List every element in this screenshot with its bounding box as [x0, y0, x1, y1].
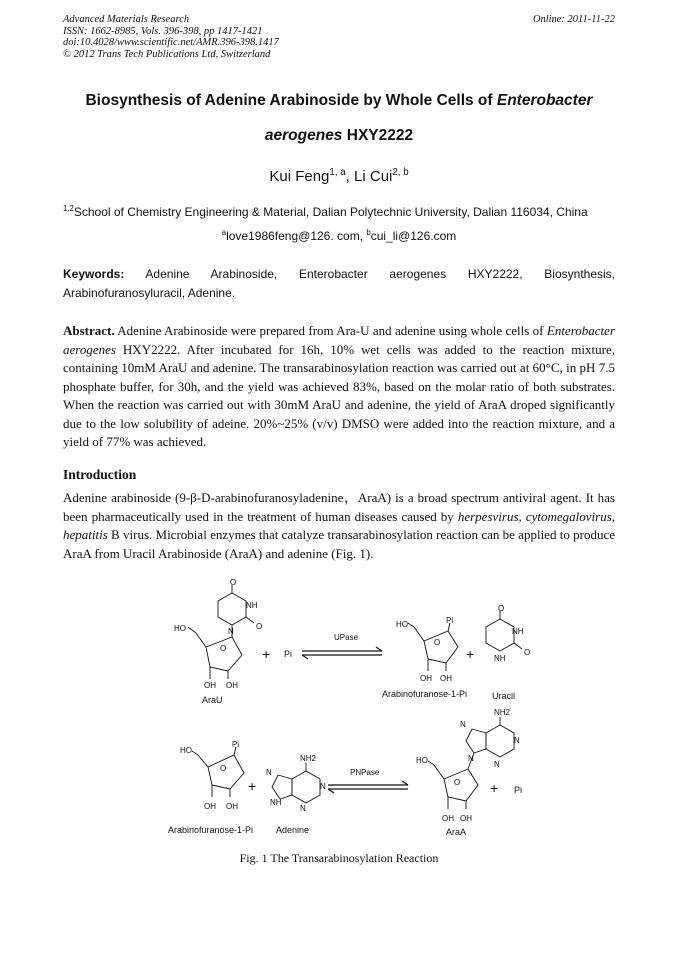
- doi: doi:10.4028/www.scientific.net/AMR.396-398.1417: [63, 37, 279, 48]
- pi-label: Pi: [284, 649, 293, 659]
- arau-structure: [174, 578, 262, 690]
- svg-text:Pi: Pi: [232, 740, 240, 749]
- arau-label: AraU: [202, 695, 223, 705]
- authors: Kui Feng$^{1, a}$, Li Cui$^{2, b}$: [269, 167, 409, 185]
- svg-text:O: O: [220, 764, 227, 773]
- svg-text:NH: NH: [270, 798, 282, 807]
- svg-text:OH: OH: [442, 814, 454, 823]
- svg-text:OH: OH: [440, 674, 452, 683]
- arabinofuranose-1-pi-structure: [396, 616, 458, 683]
- figure-caption: Fig. 1 The Transarabinosylation Reaction: [239, 851, 439, 865]
- svg-text:O: O: [454, 778, 461, 787]
- journal-name: Advanced Materials Research: [63, 14, 190, 25]
- svg-text:N: N: [228, 627, 234, 636]
- svg-text:HO: HO: [180, 746, 192, 755]
- svg-text:N: N: [266, 768, 272, 777]
- svg-text:HO: HO: [416, 756, 428, 765]
- plus-sign: +: [248, 778, 257, 794]
- plus-sign: +: [490, 780, 499, 796]
- plus-sign: +: [466, 646, 475, 662]
- affiliation: $^{1,2}$School of Chemistry Engineering & Material, Dalian Polytechnic University, Dalian 116034, China: [63, 204, 588, 219]
- svg-text:NH: NH: [512, 627, 524, 636]
- equilibrium-arrow-1: [302, 647, 382, 659]
- abstract: Abstract. Adenine Arabinoside were prepared from Ara-U and adenine using whole cells of Enterobacter aerogenes HXY2222. After incubated for 16h, 10% wet cells was added to the reaction mixture, containing 10mM AraU and adenine. The transarabinosylation reaction was carried out at 60°C, in pH 7.5 phosphate buffer, for 30h, and the yield was achieved 83%, based on the molar ratio of both substrates. When the reaction was carried out with 30mM AraU and adenine, the yield of AraA droped significantly due to the low solubility of adeine. 20%~25% (v/v) DMSO were added into the reaction mixture, and a yield of 77% was achieved.: [63, 323, 615, 449]
- adenine-structure: [266, 754, 326, 813]
- svg-text:OH: OH: [460, 814, 472, 823]
- upase-label: UPase: [334, 633, 359, 642]
- svg-text:HO: HO: [396, 620, 408, 629]
- pnpase-label: PNPase: [350, 768, 380, 777]
- introduction-paragraph: Adenine arabinoside (9-β-D-arabinofuranosyladenine，AraA) is a broad spectrum antiviral agent. It has been pharmaceutically used in the treatment of human diseases caused by herpesvirus, cytomegalovirus, hepatitis B virus. Microbial enzymes that catalyze transarabinosylation reaction can be applied to produce AraA from Uracil Arabinoside (AraA) and adenine (Fig. 1).: [63, 490, 616, 561]
- uracil-label: Uracil: [492, 691, 516, 701]
- uracil-structure: [486, 604, 530, 663]
- copyright: © 2012 Trans Tech Publications Ltd, Switzerland: [63, 48, 271, 60]
- online-date: Online: 2011-11-22: [532, 14, 615, 25]
- svg-text:O: O: [498, 604, 505, 613]
- svg-text:NH: NH: [246, 601, 258, 610]
- journal-header: [63, 14, 615, 60]
- svg-text:OH: OH: [420, 674, 432, 683]
- paper-title-line2: aerogenes HXY2222: [264, 127, 414, 144]
- arabinofuranose-1-pi-label: Arabinofuranose-1-Pi: [382, 689, 468, 699]
- pi-label: Pi: [514, 785, 523, 795]
- equilibrium-arrow-2: [328, 781, 408, 793]
- svg-text:N: N: [300, 804, 306, 813]
- svg-text:O: O: [230, 578, 237, 587]
- svg-text:N: N: [460, 720, 466, 729]
- paper-title-line1: Biosynthesis of Adenine Arabinoside by Whole Cells of Enterobacter: [85, 92, 593, 109]
- araa-structure: [416, 708, 523, 823]
- svg-text:N: N: [494, 760, 500, 769]
- svg-text:O: O: [220, 644, 227, 653]
- svg-text:Pi: Pi: [446, 616, 454, 625]
- svg-text:HO: HO: [174, 624, 186, 633]
- arabinofuranose-1-pi-structure-2: [180, 740, 244, 811]
- svg-text:O: O: [434, 638, 441, 647]
- araa-label: AraA: [446, 827, 467, 837]
- svg-text:N: N: [514, 736, 520, 745]
- arabinofuranose-1-pi-label-2: Arabinofuranose-1-Pi: [168, 825, 254, 835]
- svg-text:O: O: [256, 622, 263, 631]
- adenine-label: Adenine: [276, 825, 310, 835]
- author-emails: $^a$love1986feng@126. com, $^b$cui_li@126.com: [221, 228, 457, 243]
- svg-text:OH: OH: [226, 802, 238, 811]
- plus-sign: +: [262, 646, 271, 662]
- svg-text:NH2: NH2: [300, 754, 317, 763]
- svg-text:OH: OH: [204, 802, 216, 811]
- svg-text:N: N: [320, 782, 326, 791]
- svg-text:N: N: [468, 754, 474, 763]
- keywords: Keywords: Adenine Arabinoside, Enterobacter aerogenes HXY2222, Biosynthesis, Arabinofuranosyluracil, Adenine.: [63, 267, 615, 300]
- svg-text:OH: OH: [204, 681, 216, 690]
- svg-text:NH: NH: [494, 654, 506, 663]
- svg-text:NH2: NH2: [494, 708, 511, 717]
- svg-text:OH: OH: [226, 681, 238, 690]
- issn: ISSN: 1662-8985, Vols. 396-398, pp 1417-1421: [63, 25, 263, 37]
- svg-text:O: O: [524, 648, 531, 657]
- section-heading-introduction: Introduction: [63, 467, 137, 482]
- reaction-scheme-figure: [150, 575, 550, 845]
